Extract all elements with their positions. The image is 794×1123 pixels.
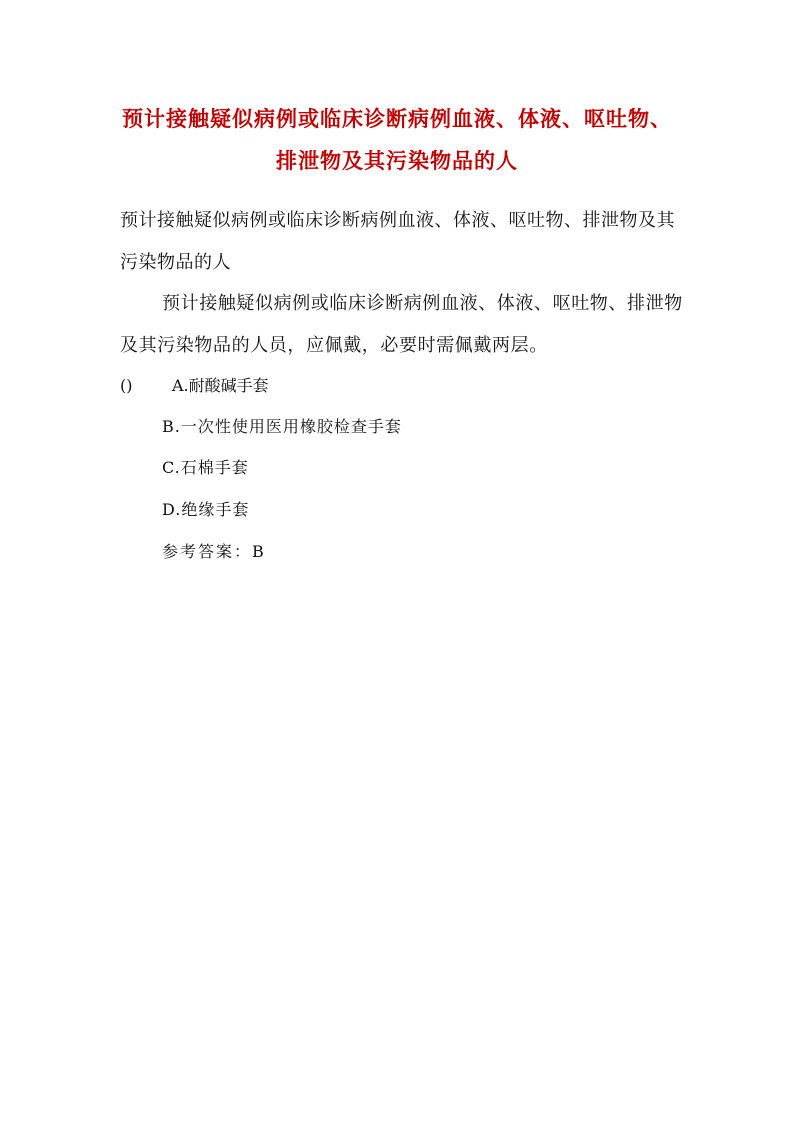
option-c: C.石棉手套	[162, 458, 249, 477]
option-d: D.绝缘手套	[162, 500, 250, 519]
option-b: B.一次性使用医用橡胶检查手套	[162, 417, 402, 436]
question-text: 预计接触疑似病例或临床诊断病例血液、体液、呕吐物、排泄物及其污染物品的人员，应佩戴，必要时需佩戴两层。	[120, 293, 683, 356]
option-a: A.耐酸碱手套	[172, 376, 269, 395]
document-title: 预计接触疑似病例或临床诊断病例血液、体液、呕吐物、排泄物及其污染物品的人	[122, 106, 672, 173]
question-blank-row	[120, 366, 269, 406]
intro-paragraph: 预计接触疑似病例或临床诊断病例血液、体液、呕吐物、排泄物及其污染物品的人	[120, 210, 675, 273]
answer-blank: ()	[120, 376, 133, 395]
reference-answer: 参考答案：B	[162, 542, 266, 561]
